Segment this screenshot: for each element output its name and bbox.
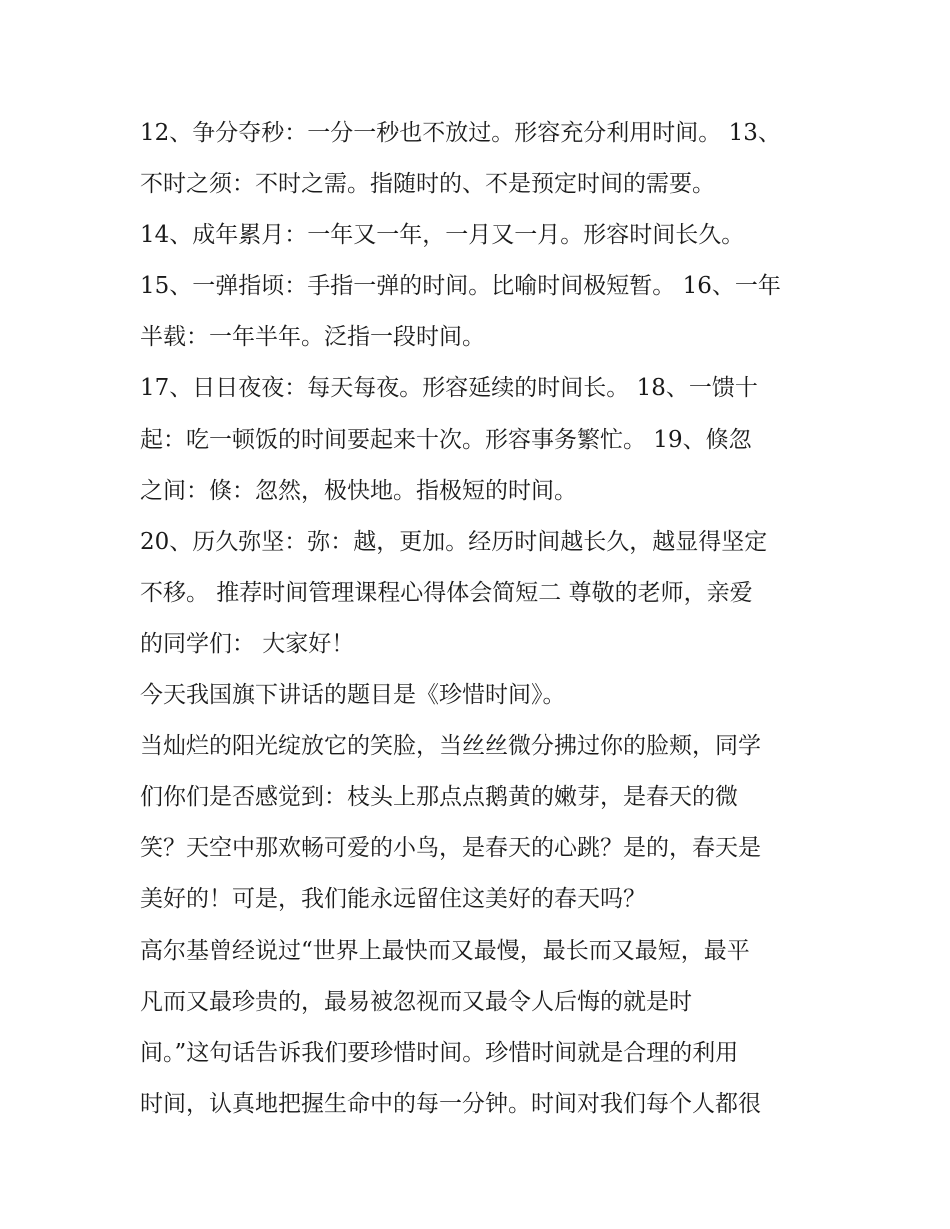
text-line-2: 不时之须：不时之需。指随时的、不是预定时间的需要。 [140,171,715,198]
text-line-7: 起：吃一顿饭的时间要起来十次。形容事务繁忙。 19、倏忽 [140,426,752,453]
text-line-6: 17、日日夜夜：每天每夜。形容延续的时间长。 18、一馈十 [140,375,758,402]
text-line-11: 的同学们： 大家好！ [140,630,355,657]
text-line-4: 15、一弹指顷：手指一弹的时间。比喻时间极短暂。 16、一年 [140,273,781,300]
text-line-17: 高尔基曾经说过“世界上最快而又最慢，最长而又最短，最平 [140,937,750,964]
text-line-20: 时间，认真地把握生命中的每一分钟。时间对我们每个人都很 [140,1090,761,1117]
text-line-12: 今天我国旗下讲话的题目是《珍惜时间》。 [140,682,566,709]
text-line-10: 不移。 推荐时间管理课程心得体会简短二 尊敬的老师，亲爱 [140,579,753,606]
text-line-14: 们你们是否感觉到：枝头上那点点鹅黄的嫩芽，是春天的微 [140,784,738,811]
text-line-8: 之间：倏：忽然，极快地。指极短的时间。 [140,477,577,504]
document-body [140,108,820,1130]
text-line-16: 美好的！可是，我们能永远留住这美好的春天吗？ [140,886,646,913]
text-line-13: 当灿烂的阳光绽放它的笑脸，当丝丝微分拂过你的脸颊，同学 [140,733,761,760]
text-line-18: 凡而又最珍贵的，最易被忽视而又最令人后悔的就是时 [140,988,692,1015]
text-line-5: 半载：一年半年。泛指一段时间。 [140,324,485,351]
text-line-3: 14、成年累月：一年又一年，一月又一月。形容时间长久。 [140,222,745,249]
text-line-9: 20、历久弥坚：弥：越，更加。经历时间越长久，越显得坚定 [140,528,768,555]
text-line-19: 间。”这句话告诉我们要珍惜时间。珍惜时间就是合理的利用 [140,1039,739,1066]
text-line-15: 笑？天空中那欢畅可爱的小鸟，是春天的心跳？是的，春天是 [140,835,761,862]
text-line-1: 12、争分夺秒：一分一秒也不放过。形容充分利用时间。 13、 [140,120,781,146]
